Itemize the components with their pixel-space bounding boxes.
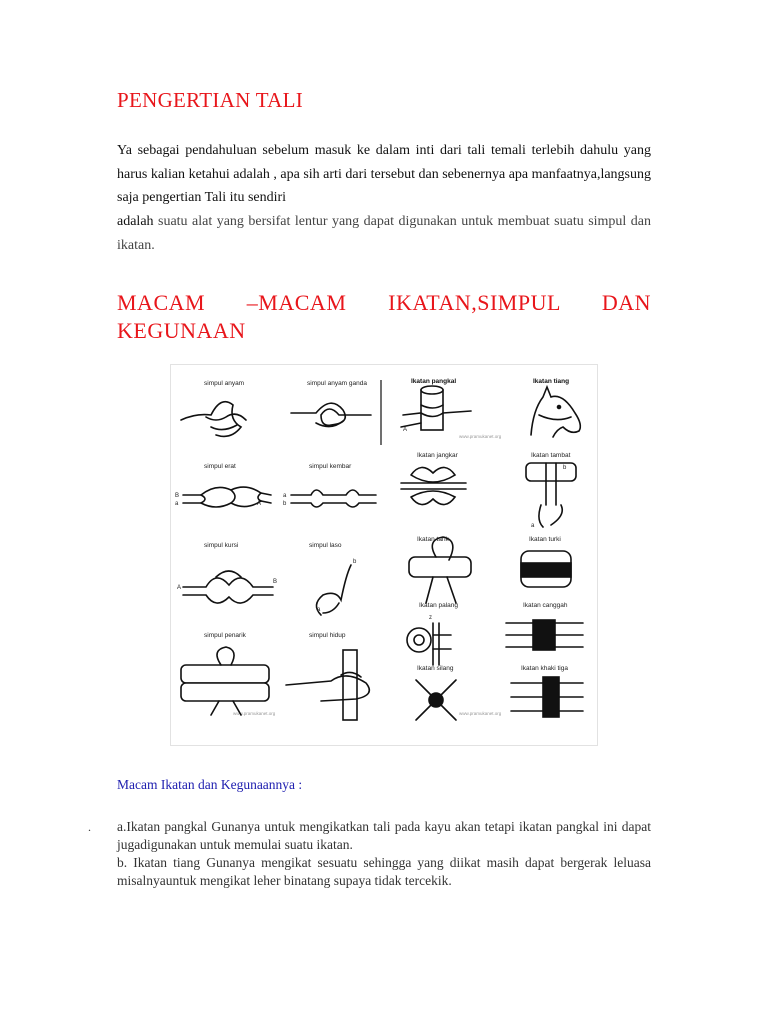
caption-ikatan-pangkal: Ikatan pangkal (411, 378, 457, 385)
svg-text:a: a (531, 523, 535, 529)
caption-ikatan-khaki-tiga: Ikatan khaki tiga (521, 665, 568, 672)
heading-macam-line1: MACAM –MACAM IKATAN,SIMPUL DAN (117, 290, 651, 315)
watermark-bottom-left: www.pramukanet.org (233, 711, 276, 716)
paragraph-definition (117, 210, 651, 257)
svg-text:A: A (403, 427, 408, 433)
svg-text:b: b (563, 465, 567, 471)
caption-ikatan-silang: Ikatan silang (417, 665, 454, 672)
knots-drawing (171, 365, 599, 747)
caption-ikatan-tiang: Ikatan tiang (533, 378, 570, 385)
caption-simpul-anyam: simpul anyam (204, 380, 245, 387)
caption-simpul-anyam-ganda: simpul anyam ganda (307, 380, 367, 387)
knots-illustration (170, 364, 598, 746)
heading-macam-line2: KEGUNAAN (117, 318, 246, 343)
svg-text:a: a (283, 493, 287, 499)
svg-text:A: A (177, 585, 182, 591)
caption-ikatan-jangkar: Ikatan jangkar (417, 452, 458, 459)
subheading-macam-ikatan: Macam Ikatan dan Kegunaannya : (117, 777, 303, 792)
figure-letter-labels (175, 427, 567, 621)
caption-ikatan-tambat: Ikatan tambat (531, 452, 571, 459)
item-ikatan-tiang: b. Ikatan tiang Gunanya mengikat sesuatu sehingga yang diikat masih dapat bergerak leluasa misalnyauntuk mengikat leher binatang supaya tidak tercekik. (117, 855, 651, 888)
bullet-dot: . (88, 820, 91, 834)
caption-simpul-hidup: simpul hidup (309, 632, 346, 639)
heading-pengertian-tali: PENGERTIAN TALI (117, 88, 304, 112)
caption-ikatan-turki: Ikatan turki (529, 536, 561, 543)
caption-simpul-erat: simpul erat (204, 463, 236, 470)
svg-text:b: b (353, 559, 357, 565)
svg-text:B: B (175, 493, 180, 499)
watermark-top: www.pramukanet.org (459, 434, 502, 439)
caption-simpul-laso: simpul laso (309, 542, 342, 549)
caption-simpul-penarik: simpul penarik (204, 632, 246, 639)
caption-ikatan-tarik: Ikatan tarik (417, 536, 449, 543)
svg-text:b: b (283, 501, 287, 507)
svg-text:A: A (257, 501, 262, 507)
svg-text:z: z (429, 615, 432, 621)
definition-text: suatu alat yang bersifat lentur yang dapat digunakan untuk membuat suatu simpul dan ikatan. (117, 214, 651, 253)
caption-ikatan-palang: Ikatan palang (419, 602, 459, 609)
svg-text:B: B (273, 579, 278, 585)
caption-simpul-kembar: simpul kembar (309, 463, 352, 470)
watermark-bottom-right: www.pramukanet.org (459, 711, 502, 716)
svg-text:a: a (317, 607, 321, 613)
caption-ikatan-canggah: Ikatan canggah (523, 602, 568, 609)
paragraph-intro: Ya sebagai pendahuluan sebelum masuk ke dalam inti dari tali temali terlebih dahulu yang harus kalian ketahui adalah , apa sih arti dari tersebut dan sebenernya apa manfaatnya,langsung saja pengertian Tali itu sendiri (117, 143, 651, 205)
caption-simpul-kursi: simpul kursi (204, 542, 239, 549)
svg-text:a: a (175, 501, 179, 507)
definition-lead: adalah (117, 214, 154, 229)
item-ikatan-pangkal: a.Ikatan pangkal Gunanya untuk mengikatkan tali pada kayu akan tetapi ikatan pangkal ini dapat jugadigunakan untuk memulai suatu ikatan. (117, 819, 651, 852)
